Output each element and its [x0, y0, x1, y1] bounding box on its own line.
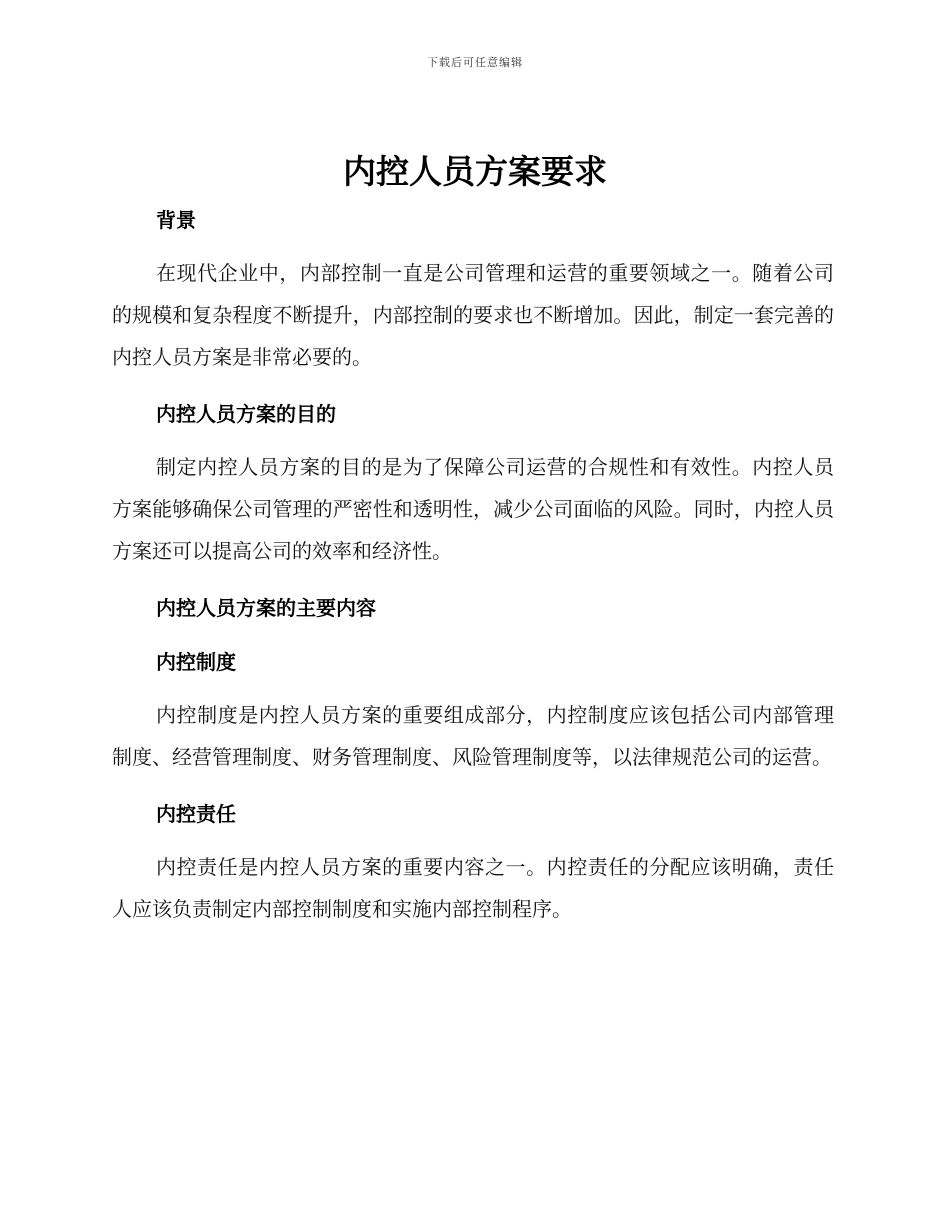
section-paragraph-background: 在现代企业中，内部控制一直是公司管理和运营的重要领域之一。随着公司的规模和复杂程度不断提升，内部控制的要求也不断增加。因此，制定一套完善的内控人员方案是非常必要的。: [112, 261, 834, 369]
section-heading-purpose: 内控人员方案的目的: [156, 402, 336, 426]
document-body: [112, 198, 834, 944]
page-header: 下载后可任意编辑: [427, 56, 523, 69]
section-heading-control-system: 内控制度: [156, 650, 236, 674]
section-heading-control-responsibility: 内控责任: [156, 802, 236, 826]
document-title: 内控人员方案要求: [343, 152, 607, 191]
section-paragraph-purpose: 制定内控人员方案的目的是为了保障公司运营的合规性和有效性。内控人员方案能够确保公司管理的严密性和透明性，减少公司面临的风险。同时，内控人员方案还可以提高公司的效率和经济性。: [112, 455, 834, 563]
section-paragraph-control-system: 内控制度是内控人员方案的重要组成部分，内控制度应该包括公司内部管理制度、经营管理制度、财务管理制度、风险管理制度等，以法律规范公司的运营。: [112, 703, 834, 769]
section-heading-background: 背景: [156, 208, 196, 232]
section-paragraph-control-responsibility: 内控责任是内控人员方案的重要内容之一。内控责任的分配应该明确，责任人应该负责制定内部控制制度和实施内部控制程序。: [112, 855, 834, 921]
section-heading-main-content: 内控人员方案的主要内容: [156, 596, 376, 620]
